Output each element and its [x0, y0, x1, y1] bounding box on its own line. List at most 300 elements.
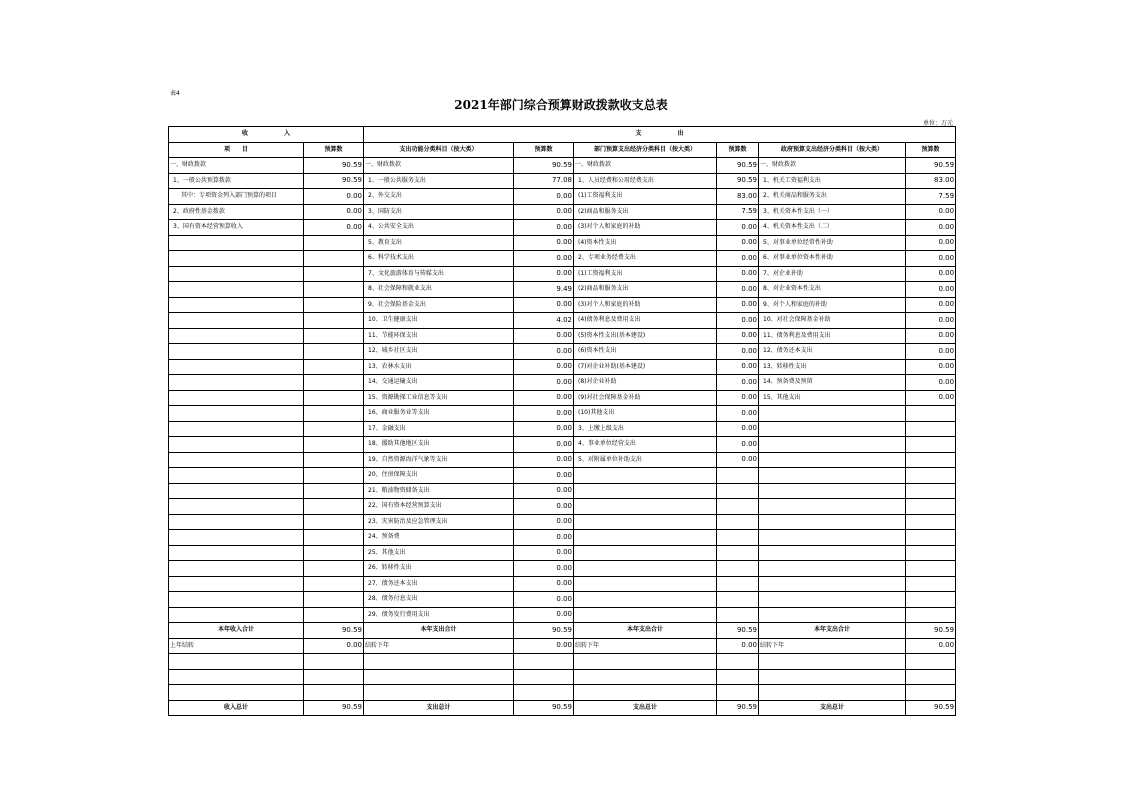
item-label-cell — [169, 452, 304, 468]
item-label-cell: 一、财政拨款 — [759, 158, 906, 174]
budget-value-cell: 0.00 — [717, 375, 759, 391]
budget-value-cell: 0.00 — [514, 545, 574, 561]
budget-value-cell — [906, 530, 956, 546]
budget-value-cell: 0.00 — [906, 390, 956, 406]
budget-value-cell — [304, 390, 364, 406]
budget-value-cell: 0.00 — [514, 483, 574, 499]
total-value-cell: 0.00 — [304, 638, 364, 654]
item-label-cell: 5、对附属单位补助支出 — [574, 452, 717, 468]
item-label-cell — [169, 483, 304, 499]
budget-value-cell: 0.00 — [514, 235, 574, 251]
table-row — [169, 607, 956, 623]
budget-value-cell: 90.59 — [514, 158, 574, 174]
budget-value-cell — [304, 344, 364, 360]
item-label-cell — [169, 375, 304, 391]
budget-value-cell: 0.00 — [717, 390, 759, 406]
table-row — [169, 468, 956, 484]
total-label-cell: 结转下年 — [759, 638, 906, 654]
budget-value-cell: 0.00 — [717, 359, 759, 375]
budget-value-cell — [906, 468, 956, 484]
total-label-cell: 支出总计 — [364, 700, 514, 716]
budget-value-cell: 0.00 — [906, 375, 956, 391]
item-label-cell: 4、机关资本性支出（二） — [759, 220, 906, 236]
item-label-cell: 15、其他支出 — [759, 390, 906, 406]
budget-value-cell: 90.59 — [304, 173, 364, 189]
item-label-cell: 27、债务还本支出 — [364, 576, 514, 592]
empty-cell — [759, 685, 906, 701]
budget-value-cell: 7.59 — [717, 204, 759, 220]
empty-cell — [514, 685, 574, 701]
budget-value-cell: 0.00 — [906, 235, 956, 251]
total-value-cell: 90.59 — [906, 623, 956, 639]
budget-value-cell: 0.00 — [514, 359, 574, 375]
table-row — [169, 452, 956, 468]
empty-cell — [906, 654, 956, 670]
budget-value-cell — [906, 421, 956, 437]
budget-value-cell: 0.00 — [514, 220, 574, 236]
item-label-cell — [759, 545, 906, 561]
item-label-cell: 26、转移性支出 — [364, 561, 514, 577]
item-column-header: 项 目 — [169, 142, 304, 158]
total-value-cell: 90.59 — [304, 623, 364, 639]
item-label-cell — [169, 359, 304, 375]
budget-value-cell: 0.00 — [514, 344, 574, 360]
empty-cell — [514, 654, 574, 670]
budget-value-cell — [717, 545, 759, 561]
budget-value-cell: 0.00 — [514, 561, 574, 577]
budget-value-cell — [304, 266, 364, 282]
item-label-cell: 9、社会保险基金支出 — [364, 297, 514, 313]
item-label-cell — [169, 328, 304, 344]
budget-value-cell: 0.00 — [717, 297, 759, 313]
budget-value-cell: 0.00 — [514, 297, 574, 313]
table-row — [169, 499, 956, 515]
item-label-cell: 22、国有资本经营预算支出 — [364, 499, 514, 515]
page-title: 2021年部门综合预算财政拨款收支总表 — [454, 98, 668, 112]
budget-value-cell: 7.59 — [906, 189, 956, 205]
table-row — [169, 220, 956, 236]
budget-value-cell — [717, 592, 759, 608]
table-row — [169, 328, 956, 344]
budget-value-cell: 0.00 — [514, 452, 574, 468]
budget-value-cell: 0.00 — [717, 452, 759, 468]
item-label-cell — [574, 530, 717, 546]
budget-value-cell: 0.00 — [304, 204, 364, 220]
budget-value-cell: 0.00 — [717, 313, 759, 329]
carry-row — [169, 638, 956, 654]
budget-value-cell: 0.00 — [906, 328, 956, 344]
item-label-cell — [169, 437, 304, 453]
item-label-cell — [169, 235, 304, 251]
item-label-cell: (1)工资福利支出 — [574, 266, 717, 282]
item-label-cell: 一、财政拨款 — [574, 158, 717, 174]
item-label-cell: 29、债务发行费用支出 — [364, 607, 514, 623]
item-label-cell: 21、粮油物资储备支出 — [364, 483, 514, 499]
budget-value-cell: 0.00 — [906, 344, 956, 360]
budget-value-cell — [304, 235, 364, 251]
item-label-cell: 18、援助其他地区支出 — [364, 437, 514, 453]
empty-cell — [169, 654, 304, 670]
item-label-cell: 20、住房保障支出 — [364, 468, 514, 484]
item-label-cell: 23、灾害防治及应急管理支出 — [364, 514, 514, 530]
empty-cell — [169, 669, 304, 685]
table-row — [169, 344, 956, 360]
budget-value-cell: 90.59 — [717, 158, 759, 174]
empty-cell — [304, 669, 364, 685]
budget-value-cell: 0.00 — [514, 421, 574, 437]
table-row — [169, 437, 956, 453]
budget-value-cell — [304, 406, 364, 422]
item-label-cell: 2、政府性基金拨款 — [169, 204, 304, 220]
budget-value-cell: 0.00 — [906, 297, 956, 313]
item-label-cell: 1、人员经费和公用经费支出 — [574, 173, 717, 189]
budget-value-cell — [717, 514, 759, 530]
item-label-cell — [169, 297, 304, 313]
blank-row — [169, 669, 956, 685]
item-label-cell: (1)工资福利支出 — [574, 189, 717, 205]
item-label-cell — [759, 421, 906, 437]
item-label-cell: 28、债务付息支出 — [364, 592, 514, 608]
budget-value-cell — [906, 545, 956, 561]
item-label-cell — [169, 499, 304, 515]
budget-value-cell — [906, 483, 956, 499]
item-label-cell: 6、科学技术支出 — [364, 251, 514, 267]
budget-value-cell — [906, 576, 956, 592]
table-row — [169, 189, 956, 205]
empty-cell — [717, 654, 759, 670]
item-label-cell: (7)对企业补助(基本建设) — [574, 359, 717, 375]
budget-value-cell — [304, 282, 364, 298]
total-value-cell: 0.00 — [906, 638, 956, 654]
budget-value-cell: 0.00 — [514, 607, 574, 623]
item-label-cell: 5、教育支出 — [364, 235, 514, 251]
item-label-cell: 13、转移性支出 — [759, 359, 906, 375]
item-label-cell — [169, 592, 304, 608]
item-label-cell: 14、交通运输支出 — [364, 375, 514, 391]
budget-value-cell: 0.00 — [514, 514, 574, 530]
budget-value-cell — [304, 452, 364, 468]
budget-column-header: 预算数 — [514, 142, 574, 158]
total-label-cell: 本年支出合计 — [574, 623, 717, 639]
table-row — [169, 406, 956, 422]
budget-value-cell — [304, 468, 364, 484]
item-label-cell — [759, 530, 906, 546]
budget-value-cell: 0.00 — [304, 220, 364, 236]
budget-value-cell — [906, 452, 956, 468]
budget-value-cell: 0.00 — [906, 313, 956, 329]
header-row-section — [169, 127, 956, 143]
budget-value-cell: 0.00 — [514, 406, 574, 422]
budget-value-cell — [304, 607, 364, 623]
budget-value-cell: 0.00 — [304, 189, 364, 205]
total-label-cell: 上年结转 — [169, 638, 304, 654]
budget-value-cell — [304, 514, 364, 530]
table-row — [169, 530, 956, 546]
total-value-cell: 90.59 — [717, 623, 759, 639]
budget-value-cell: 83.00 — [717, 189, 759, 205]
total-label-cell: 本年收入合计 — [169, 623, 304, 639]
total-label-cell: 结转下年 — [574, 638, 717, 654]
item-label-cell: 1、一般公共服务支出 — [364, 173, 514, 189]
item-label-cell: 2、专项业务经费支出 — [574, 251, 717, 267]
budget-value-cell: 0.00 — [906, 282, 956, 298]
item-label-cell: 24、预备费 — [364, 530, 514, 546]
item-label-cell — [169, 561, 304, 577]
item-label-cell — [574, 483, 717, 499]
item-label-cell: 9、对个人和家庭的补助 — [759, 297, 906, 313]
budget-value-cell: 0.00 — [717, 266, 759, 282]
grand-total-row — [169, 700, 956, 716]
budget-value-cell: 0.00 — [717, 328, 759, 344]
item-label-cell — [759, 514, 906, 530]
table-row — [169, 313, 956, 329]
item-label-cell: (3)对个人和家庭的补助 — [574, 220, 717, 236]
item-label-cell — [169, 421, 304, 437]
item-label-cell: (2)商品和服务支出 — [574, 282, 717, 298]
budget-value-cell — [304, 545, 364, 561]
item-label-cell: 一、财政拨款 — [364, 158, 514, 174]
item-label-cell: 19、自然资源海洋气象等支出 — [364, 452, 514, 468]
total-value-cell: 90.59 — [514, 623, 574, 639]
budget-column-header: 预算数 — [717, 142, 759, 158]
item-label-cell: 8、社会保障和就业支出 — [364, 282, 514, 298]
item-label-cell: 4、公共安全支出 — [364, 220, 514, 236]
item-label-cell: 3、国防支出 — [364, 204, 514, 220]
budget-value-cell: 0.00 — [514, 530, 574, 546]
budget-value-cell — [304, 592, 364, 608]
table-row — [169, 359, 956, 375]
budget-value-cell: 0.00 — [717, 251, 759, 267]
item-label-cell — [169, 514, 304, 530]
budget-value-cell: 0.00 — [717, 437, 759, 453]
empty-cell — [574, 685, 717, 701]
item-label-cell: (6)资本性支出 — [574, 344, 717, 360]
item-label-cell: 8、对企业资本性支出 — [759, 282, 906, 298]
budget-value-cell: 0.00 — [514, 189, 574, 205]
budget-value-cell: 0.00 — [717, 282, 759, 298]
item-label-cell: 10、卫生健康支出 — [364, 313, 514, 329]
budget-value-cell: 0.00 — [717, 220, 759, 236]
item-label-cell — [169, 313, 304, 329]
empty-cell — [304, 685, 364, 701]
total-value-cell: 0.00 — [717, 638, 759, 654]
budget-value-cell: 0.00 — [514, 437, 574, 453]
item-label-cell — [574, 592, 717, 608]
year-total-row — [169, 623, 956, 639]
table-row — [169, 483, 956, 499]
empty-cell — [574, 669, 717, 685]
total-value-cell: 90.59 — [514, 700, 574, 716]
budget-value-cell: 90.59 — [906, 158, 956, 174]
budget-value-cell — [717, 499, 759, 515]
budget-value-cell — [717, 483, 759, 499]
budget-value-cell — [906, 514, 956, 530]
budget-value-cell: 0.00 — [717, 344, 759, 360]
item-label-cell — [759, 437, 906, 453]
item-label-cell: 7、文化旅游体育与传媒支出 — [364, 266, 514, 282]
income-section-header: 收 入 — [169, 127, 364, 143]
item-label-cell — [759, 592, 906, 608]
budget-value-cell — [906, 406, 956, 422]
table-row — [169, 251, 956, 267]
budget-value-cell — [304, 251, 364, 267]
budget-value-cell — [304, 499, 364, 515]
budget-value-cell — [906, 561, 956, 577]
budget-value-cell: 0.00 — [717, 421, 759, 437]
item-label-cell — [759, 607, 906, 623]
budget-value-cell — [906, 437, 956, 453]
budget-value-cell: 0.00 — [717, 235, 759, 251]
total-value-cell: 90.59 — [906, 700, 956, 716]
table-row — [169, 375, 956, 391]
item-label-cell: 5、对事业单位经常性补助 — [759, 235, 906, 251]
item-label-cell — [169, 545, 304, 561]
budget-value-cell — [304, 359, 364, 375]
empty-cell — [574, 654, 717, 670]
budget-value-cell: 90.59 — [717, 173, 759, 189]
table-row — [169, 576, 956, 592]
budget-value-cell: 0.00 — [514, 576, 574, 592]
item-label-cell: 4、事业单位经营支出 — [574, 437, 717, 453]
item-label-cell — [169, 576, 304, 592]
item-label-cell — [574, 514, 717, 530]
item-label-cell — [574, 499, 717, 515]
table-row — [169, 173, 956, 189]
item-label-cell: 2、机关商品和服务支出 — [759, 189, 906, 205]
empty-cell — [759, 654, 906, 670]
item-label-cell: 11、节能环保支出 — [364, 328, 514, 344]
empty-cell — [364, 669, 514, 685]
func-class-column-header: 支出功能分类科目（按大类） — [364, 142, 514, 158]
budget-value-cell — [304, 437, 364, 453]
budget-value-cell: 0.00 — [514, 468, 574, 484]
item-label-cell — [169, 607, 304, 623]
item-label-cell: 一、财政拨款 — [169, 158, 304, 174]
budget-value-cell — [304, 561, 364, 577]
table-row — [169, 390, 956, 406]
budget-value-cell: 90.59 — [304, 158, 364, 174]
total-label-cell: 本年支出合计 — [364, 623, 514, 639]
total-value-cell: 90.59 — [304, 700, 364, 716]
empty-cell — [906, 669, 956, 685]
budget-value-cell: 0.00 — [514, 251, 574, 267]
budget-value-cell: 0.00 — [514, 204, 574, 220]
empty-cell — [169, 685, 304, 701]
budget-value-cell — [304, 530, 364, 546]
budget-value-cell: 0.00 — [906, 204, 956, 220]
item-label-cell: 1、一般公共预算拨款 — [169, 173, 304, 189]
dept-econ-column-header: 部门预算支出经济分类科目（按大类） — [574, 142, 717, 158]
budget-value-cell: 0.00 — [514, 499, 574, 515]
budget-value-cell — [906, 499, 956, 515]
total-label-cell: 收入总计 — [169, 700, 304, 716]
budget-column-header: 预算数 — [906, 142, 956, 158]
header-row-columns — [169, 142, 956, 158]
table-row — [169, 421, 956, 437]
blank-row — [169, 654, 956, 670]
item-label-cell — [574, 545, 717, 561]
item-label-cell — [169, 344, 304, 360]
table-row — [169, 514, 956, 530]
budget-value-cell: 0.00 — [514, 266, 574, 282]
item-label-cell: 25、其他支出 — [364, 545, 514, 561]
gov-econ-column-header: 政府预算支出经济分类科目（按大类） — [759, 142, 906, 158]
item-label-cell — [169, 251, 304, 267]
item-label-cell — [759, 483, 906, 499]
item-label-cell: (8)对企业补助 — [574, 375, 717, 391]
budget-summary-table — [168, 126, 956, 716]
item-label-cell — [574, 468, 717, 484]
total-label-cell: 支出总计 — [574, 700, 717, 716]
budget-value-cell: 0.00 — [906, 266, 956, 282]
item-label-cell — [169, 468, 304, 484]
item-label-cell: 12、城乡社区支出 — [364, 344, 514, 360]
item-label-cell — [759, 406, 906, 422]
item-label-cell: 2、外交支出 — [364, 189, 514, 205]
item-label-cell: (2)商品和服务支出 — [574, 204, 717, 220]
item-label-cell: (9)对社会保障基金补助 — [574, 390, 717, 406]
total-value-cell: 0.00 — [514, 638, 574, 654]
total-value-cell: 90.59 — [717, 700, 759, 716]
item-label-cell: 3、上缴上级支出 — [574, 421, 717, 437]
item-label-cell — [574, 576, 717, 592]
budget-value-cell — [304, 421, 364, 437]
item-label-cell: 3、机关资本性支出（一） — [759, 204, 906, 220]
budget-value-cell — [304, 576, 364, 592]
expense-section-header: 支 出 — [364, 127, 956, 143]
budget-value-cell: 0.00 — [514, 592, 574, 608]
item-label-cell: (4)资本性支出 — [574, 235, 717, 251]
budget-column-header: 预算数 — [304, 142, 364, 158]
item-label-cell — [169, 282, 304, 298]
item-label-cell — [169, 266, 304, 282]
empty-cell — [514, 669, 574, 685]
item-label-cell: (4)债务利息及费用支出 — [574, 313, 717, 329]
item-label-cell: 11、债务利息及费用支出 — [759, 328, 906, 344]
item-label-cell: 7、对企业补助 — [759, 266, 906, 282]
item-label-cell — [169, 530, 304, 546]
table-row — [169, 592, 956, 608]
item-label-cell — [759, 499, 906, 515]
budget-value-cell: 4.02 — [514, 313, 574, 329]
unit-label: 单位：万元 — [922, 120, 953, 127]
budget-value-cell — [304, 313, 364, 329]
item-label-cell: 16、商业服务业等支出 — [364, 406, 514, 422]
empty-cell — [364, 654, 514, 670]
budget-value-cell: 0.00 — [906, 359, 956, 375]
table-row — [169, 282, 956, 298]
empty-cell — [906, 685, 956, 701]
budget-value-cell: 0.00 — [717, 406, 759, 422]
item-label-cell: 12、债务还本支出 — [759, 344, 906, 360]
item-label-cell: 14、预备费及预留 — [759, 375, 906, 391]
total-label-cell: 本年支出合计 — [759, 623, 906, 639]
budget-value-cell — [304, 328, 364, 344]
budget-value-cell: 0.00 — [514, 390, 574, 406]
item-label-cell: 15、资源勘探工业信息等支出 — [364, 390, 514, 406]
item-label-cell — [169, 390, 304, 406]
budget-value-cell: 83.00 — [906, 173, 956, 189]
item-label-cell: 17、金融支出 — [364, 421, 514, 437]
item-label-cell: 10、对社会保障基金补助 — [759, 313, 906, 329]
item-label-cell — [759, 576, 906, 592]
budget-value-cell: 0.00 — [906, 220, 956, 236]
budget-value-cell — [717, 576, 759, 592]
table-row — [169, 204, 956, 220]
budget-value-cell: 0.00 — [514, 375, 574, 391]
table-row — [169, 561, 956, 577]
blank-row — [169, 685, 956, 701]
